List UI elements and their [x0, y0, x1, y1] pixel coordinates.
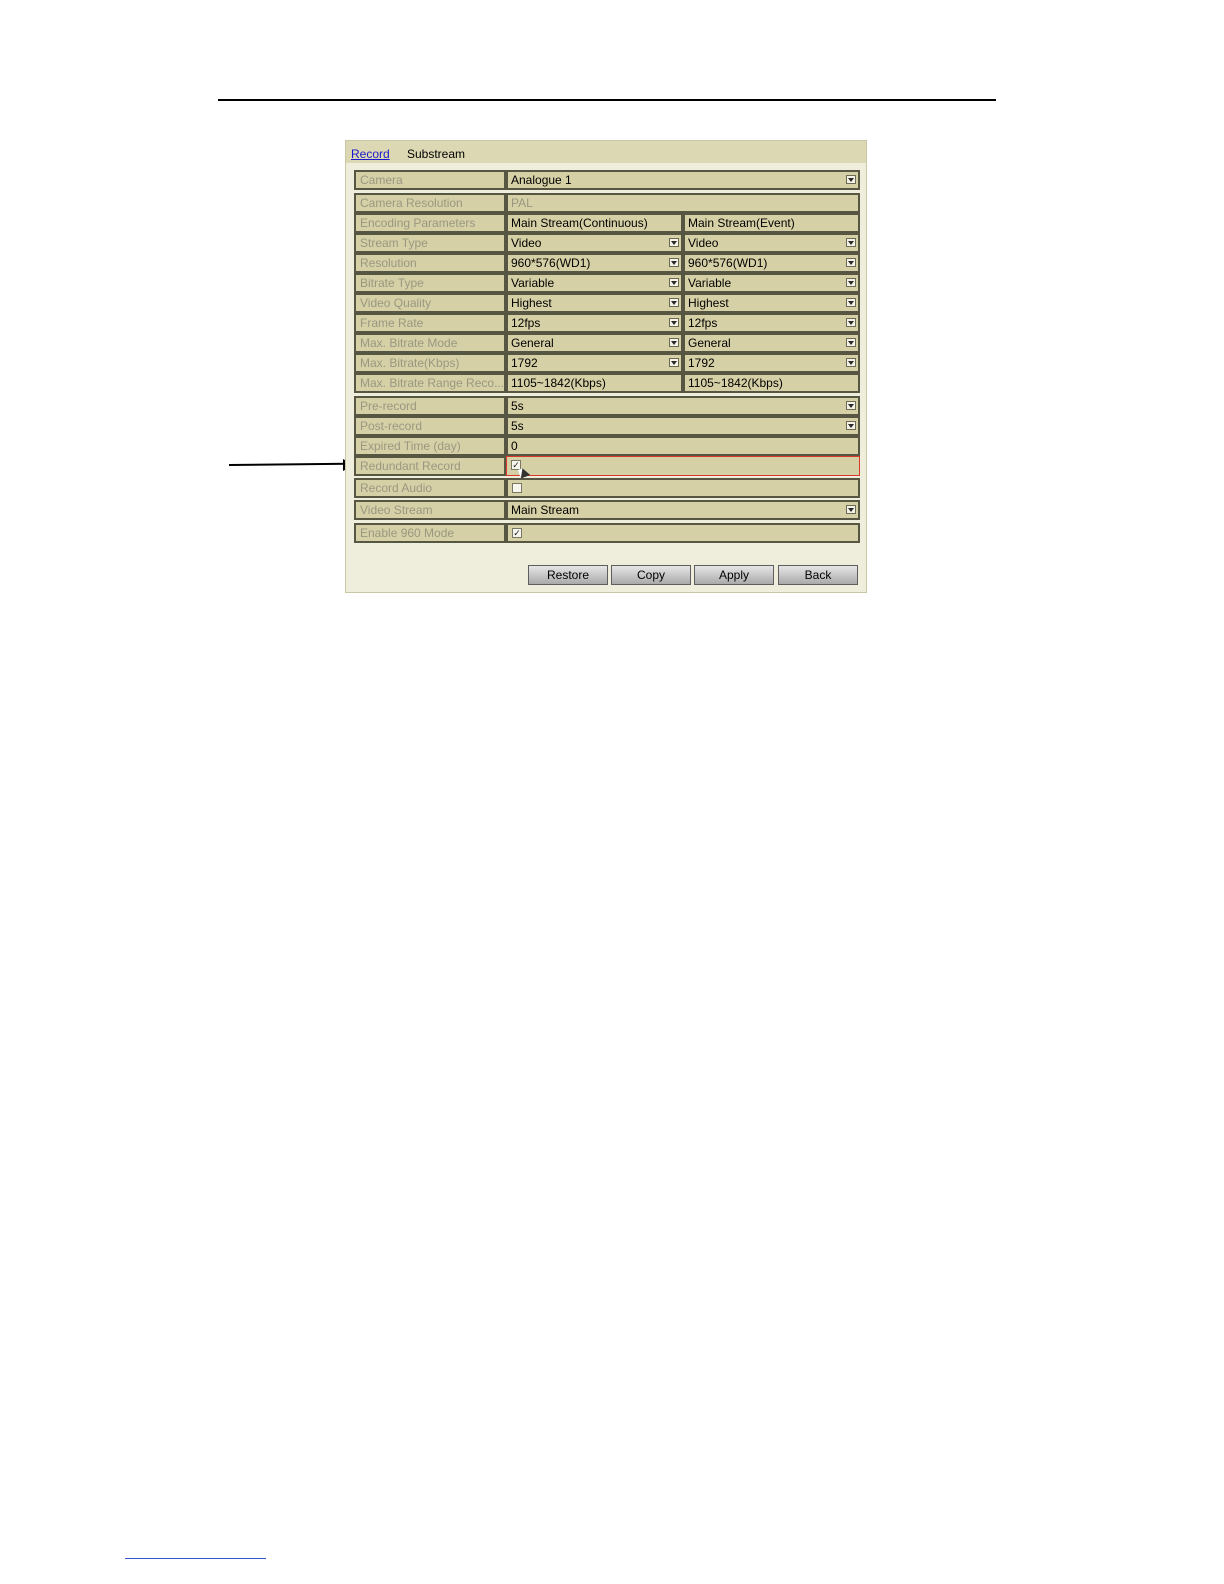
row-label: Redundant Record — [354, 456, 506, 476]
back-button[interactable]: Back — [778, 565, 858, 585]
chevron-down-icon[interactable] — [846, 421, 856, 430]
record-audio-field — [506, 478, 860, 498]
select-value: Highest — [511, 296, 552, 310]
video-quality-continuous-select[interactable] — [506, 293, 683, 313]
tab-bar — [346, 141, 866, 163]
main-stream-event-header: Main Stream(Event) — [683, 213, 860, 233]
max-bitrate-continuous-select[interactable] — [506, 353, 683, 373]
settings-row-video-stream — [354, 500, 860, 520]
settings-row-redundant-record — [354, 456, 860, 476]
settings-row-stream-type — [354, 233, 860, 253]
row-label: Record Audio — [354, 478, 506, 498]
settings-row-bitrate-type — [354, 273, 860, 293]
frame-rate-event-select[interactable] — [683, 313, 860, 333]
video-quality-event-select[interactable] — [683, 293, 860, 313]
select-value: 960*576(WD1) — [688, 256, 768, 270]
bitrate-type-event-select[interactable] — [683, 273, 860, 293]
settings-row-frame-rate — [354, 313, 860, 333]
bitrate-type-continuous-select[interactable] — [506, 273, 683, 293]
expired-time-input[interactable]: 0 — [506, 436, 860, 456]
resolution-continuous-select[interactable] — [506, 253, 683, 273]
chevron-down-icon[interactable] — [669, 238, 679, 247]
row-label: Max. Bitrate(Kbps) — [354, 353, 506, 373]
post-record-select[interactable] — [506, 416, 860, 436]
settings-row-max-bitrate-mode — [354, 333, 860, 353]
chevron-down-icon[interactable] — [846, 175, 856, 184]
settings-row-enable-960-mode — [354, 523, 860, 543]
row-label: Stream Type — [354, 233, 506, 253]
settings-row-record-audio — [354, 478, 860, 498]
tab-substream[interactable]: Substream — [407, 147, 466, 161]
apply-button[interactable]: Apply — [694, 565, 774, 585]
settings-row-pre-record — [354, 396, 860, 416]
chevron-down-icon[interactable] — [669, 298, 679, 307]
redundant-record-field — [506, 456, 860, 476]
select-value: Video — [688, 236, 719, 250]
enable-960-mode-checkbox[interactable]: ✓ — [513, 528, 521, 538]
frame-rate-continuous-select[interactable] — [506, 313, 683, 333]
row-label: Camera — [354, 170, 506, 190]
camera-select-value: Analogue 1 — [511, 173, 572, 187]
chevron-down-icon[interactable] — [846, 358, 856, 367]
row-label: Video Quality — [354, 293, 506, 313]
select-value: General — [511, 336, 554, 350]
settings-row-max-bitrate — [354, 353, 860, 373]
pre-record-select[interactable] — [506, 396, 860, 416]
row-label: Bitrate Type — [354, 273, 506, 293]
select-value: 12fps — [511, 316, 541, 330]
restore-button[interactable]: Restore — [528, 565, 608, 585]
camera-select[interactable] — [506, 170, 860, 190]
chevron-down-icon[interactable] — [669, 258, 679, 267]
settings-row-post-record — [354, 416, 860, 436]
select-value: Variable — [511, 276, 555, 290]
settings-row-video-quality — [354, 293, 860, 313]
select-value: Main Stream — [511, 503, 580, 517]
camera-resolution-value: PAL — [506, 193, 860, 213]
max-bitrate-range-event-value: 1105~1842(Kbps) — [683, 373, 860, 393]
redundant-record-checkbox[interactable]: ✓ — [512, 460, 520, 470]
row-label: Frame Rate — [354, 313, 506, 333]
select-value: Variable — [688, 276, 732, 290]
settings-row-max-bitrate-range — [354, 373, 860, 393]
settings-row-camera — [354, 170, 860, 190]
max-bitrate-mode-event-select[interactable] — [683, 333, 860, 353]
select-value: 960*576(WD1) — [511, 256, 591, 270]
settings-row-resolution — [354, 253, 860, 273]
select-value: Video — [511, 236, 542, 250]
record-settings-panel — [345, 140, 867, 593]
footer-link-underline[interactable] — [125, 1558, 266, 1559]
chevron-down-icon[interactable] — [846, 318, 856, 327]
tab-record[interactable]: Record — [351, 147, 390, 161]
chevron-down-icon[interactable] — [846, 338, 856, 347]
row-label: Resolution — [354, 253, 506, 273]
row-label: Pre-record — [354, 396, 506, 416]
select-value: 1792 — [688, 356, 715, 370]
chevron-down-icon[interactable] — [669, 338, 679, 347]
resolution-event-select[interactable] — [683, 253, 860, 273]
select-value: 5s — [511, 419, 524, 433]
chevron-down-icon[interactable] — [846, 238, 856, 247]
record-audio-checkbox[interactable] — [512, 483, 522, 493]
settings-row-camera-resolution — [354, 193, 860, 213]
max-bitrate-mode-continuous-select[interactable] — [506, 333, 683, 353]
chevron-down-icon[interactable] — [846, 278, 856, 287]
select-value: 1792 — [511, 356, 538, 370]
chevron-down-icon[interactable] — [669, 358, 679, 367]
chevron-down-icon[interactable] — [846, 505, 856, 514]
row-label: Video Stream — [354, 500, 506, 520]
row-label: Max. Bitrate Range Reco... — [354, 373, 506, 393]
select-value: 5s — [511, 399, 524, 413]
main-stream-continuous-header: Main Stream(Continuous) — [506, 213, 683, 233]
stream-type-event-select[interactable] — [683, 233, 860, 253]
row-label: Encoding Parameters — [354, 213, 506, 233]
video-stream-select[interactable] — [506, 500, 860, 520]
stream-type-continuous-select[interactable] — [506, 233, 683, 253]
copy-button[interactable]: Copy — [611, 565, 691, 585]
max-bitrate-range-continuous-value: 1105~1842(Kbps) — [506, 373, 683, 393]
chevron-down-icon[interactable] — [846, 258, 856, 267]
chevron-down-icon[interactable] — [669, 278, 679, 287]
row-label: Post-record — [354, 416, 506, 436]
settings-row-expired-time — [354, 436, 860, 456]
select-value: 12fps — [688, 316, 718, 330]
row-label: Camera Resolution — [354, 193, 506, 213]
chevron-down-icon[interactable] — [669, 318, 679, 327]
page-header-rule — [218, 99, 996, 101]
row-label: Expired Time (day) — [354, 436, 506, 456]
row-label: Max. Bitrate Mode — [354, 333, 506, 353]
max-bitrate-event-select[interactable] — [683, 353, 860, 373]
select-value: General — [688, 336, 731, 350]
select-value: Highest — [688, 296, 729, 310]
settings-row-encoding-parameters — [354, 213, 860, 233]
chevron-down-icon[interactable] — [846, 401, 856, 410]
chevron-down-icon[interactable] — [846, 298, 856, 307]
row-label: Enable 960 Mode — [354, 523, 506, 543]
callout-arrow — [229, 463, 347, 466]
enable-960-mode-field — [506, 523, 860, 543]
